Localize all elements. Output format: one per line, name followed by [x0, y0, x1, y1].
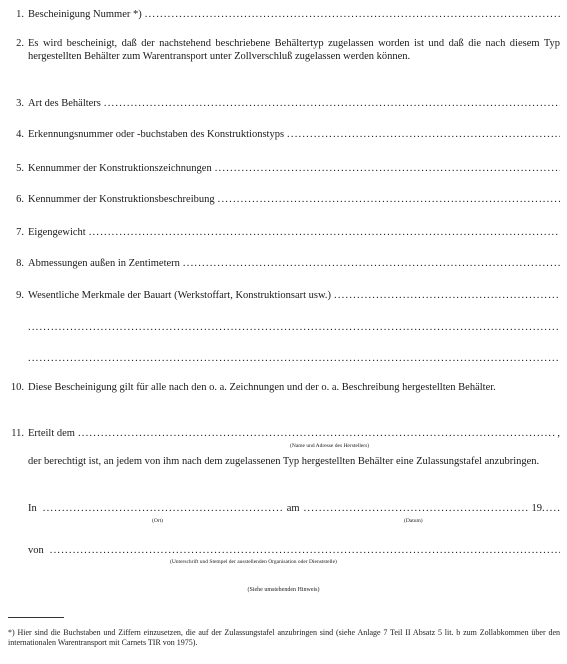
item-number: 2. [16, 38, 24, 49]
item-9-fill-line-3 [28, 352, 560, 365]
item-label: Kennummer der Konstruktionsbeschreibung [28, 194, 215, 205]
item-trailing-comma: , [557, 428, 560, 439]
von-label: von [28, 545, 44, 556]
item-8 [8, 257, 560, 270]
item-number: 1. [16, 9, 24, 20]
fill-line [104, 97, 560, 110]
item-number: 9. [16, 290, 24, 301]
item-5 [8, 162, 560, 175]
date-fill [304, 502, 530, 515]
fill-line [218, 193, 560, 206]
item-7 [8, 226, 560, 239]
item-label: Art des Behälters [28, 98, 101, 109]
fill-line [287, 128, 560, 141]
fill-line [334, 289, 560, 302]
place-date-line [28, 502, 560, 515]
year-fill [542, 502, 560, 515]
item-label: Kennummer der Konstruktionszeichnungen [28, 163, 212, 174]
item-number: 4. [16, 129, 24, 140]
item-number: 6. [16, 194, 24, 205]
signature-fill [50, 544, 560, 557]
fill-line [145, 8, 560, 21]
item-11 [8, 427, 560, 440]
item-4 [8, 128, 560, 141]
fill-line [183, 257, 560, 270]
item-paragraph: Diese Bescheinigung gilt für alle nach den o. a. Zeichnungen und der o. a. Beschreibung hergestellten Behälter. [28, 382, 496, 393]
item-number: 8. [16, 258, 24, 269]
item-6 [8, 193, 560, 206]
footnote: *) Hier sind die Buchstaben und Ziffern einzusetzen, die auf der Zulassungstafel anzubringen sind (siehe Anlage 7 Teil II Absatz 5 lit. b zum Zollabkommen über den internationalen Warentransport mit Carnets TIR von 1975). [8, 628, 560, 647]
year-prefix: 19 [531, 503, 542, 514]
item-paragraph: Es wird bescheinigt, daß der nachstehend beschriebene Behältertyp zugelassen worden ist und daß die nach diesem Typ hergestellten Behälter zum Warentransport unter Zollverschluß zugelassen werden können. [28, 38, 560, 62]
item-label: Wesentliche Merkmale der Bauart (Werkstoffart, Konstruktionsart usw.) [28, 290, 332, 301]
item-11-continuation: der berechtigt ist, an jedem von ihm nach dem zugelassenen Typ hergestellten Behälter eine Zulassungstafel anzubringen. [28, 456, 540, 467]
item-label: Erteilt dem [28, 428, 75, 439]
am-label: am [286, 503, 300, 514]
item-2 [8, 37, 560, 63]
item-number: 5. [16, 163, 24, 174]
fill-line [215, 162, 560, 175]
see-overleaf-note: (Siehe umstehenden Hinweis) [247, 587, 320, 593]
item-label: Bescheinigung Nummer *) [28, 9, 142, 20]
footnote-rule [8, 617, 64, 618]
item-label: Erkennungsnummer oder -buchstaben des Konstruktionstyps [28, 129, 285, 140]
item-3 [8, 97, 560, 110]
item-number: 11. [11, 428, 24, 439]
item-10 [8, 381, 560, 394]
item-number: 10. [10, 382, 24, 393]
fill-line [28, 321, 560, 334]
signature-caption: (Unterschrift und Stempel der ausstellenden Organisation oder Dienststelle) [170, 559, 337, 565]
item-number: 3. [16, 98, 24, 109]
item-9-fill-line-2 [28, 321, 560, 334]
fill-line [89, 226, 560, 239]
item-9 [8, 289, 560, 302]
item-label: Eigengewicht [28, 227, 86, 238]
signature-line [28, 544, 560, 557]
fill-line [28, 352, 560, 365]
manufacturer-caption: (Name und Adresse des Herstellers) [290, 443, 370, 449]
ort-caption: (Ort) [152, 518, 163, 524]
in-label: In [28, 503, 37, 514]
item-label: Abmessungen außen in Zentimetern [28, 258, 180, 269]
fill-line [78, 427, 556, 440]
item-1 [8, 8, 560, 21]
place-fill [43, 502, 283, 515]
item-number: 7. [16, 227, 24, 238]
datum-caption: (Datum) [404, 518, 423, 524]
